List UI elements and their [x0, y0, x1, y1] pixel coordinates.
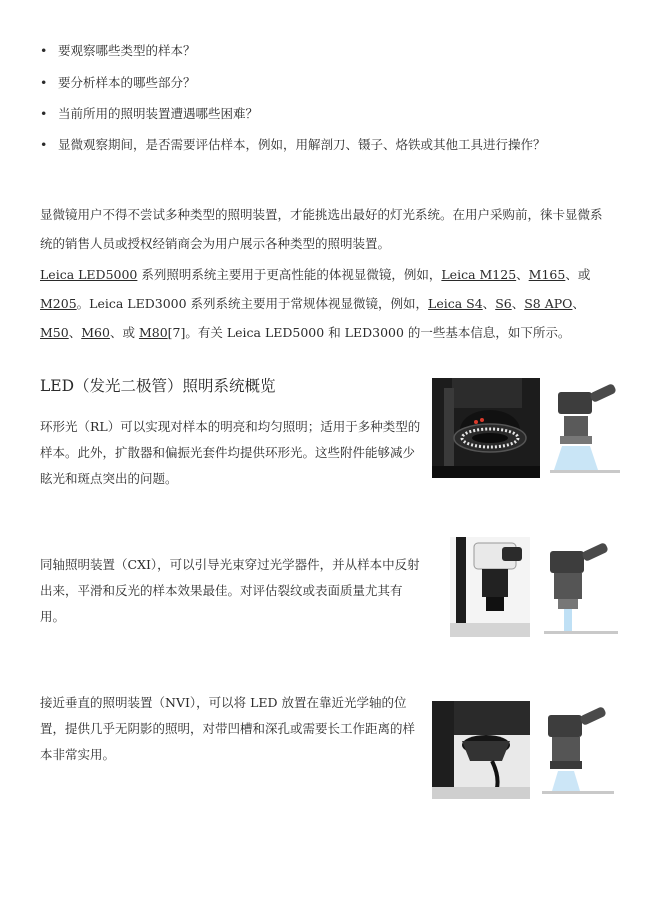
- bullet-dot: •: [40, 106, 48, 121]
- coaxial-light-photo: [450, 537, 530, 637]
- coaxial-light-text: 同轴照明装置（CXI），可以引导光束穿过光学器件，并从样本中反射出来，平滑和反光的样本效果最佳。对评估裂纹或表面质量尤其有用。: [40, 557, 420, 624]
- link-m205[interactable]: M205: [40, 296, 77, 311]
- ring-light-text: 环形光（RL）可以实现对样本的明亮和均匀照明；适用于多种类型的样本。此外，扩散器和偏振光套件均提供环形光。这些附件能够减少眩光和斑点突出的问题。: [40, 419, 421, 486]
- link-m80[interactable]: M80: [138, 325, 168, 340]
- link-led5000[interactable]: Leica LED5000: [40, 267, 138, 282]
- bullet-item-1: • 要观察哪些类型的样本？: [40, 43, 196, 58]
- link-s8apo[interactable]: S8 APO: [524, 296, 573, 311]
- bullet-item-4: • 显微观察期间，是否需要评估样本，例如，用解剖刀、镊子、烙铁或其他工具进行操作？: [40, 137, 546, 152]
- link-m125[interactable]: Leica M125: [441, 267, 517, 282]
- bullet-item-2: • 要分析样本的哪些部分？: [40, 75, 196, 90]
- link-m60[interactable]: M60: [81, 325, 110, 340]
- near-vertical-light-photo: [432, 701, 530, 799]
- intro-paragraph: 显微镜用户不得不尝试多种类型的照明装置，才能挑选出最好的灯光系统。在用户采购前，徕卡显微系统的销售人员或授权经销商会为用户展示各种类型的照明装置。: [40, 207, 603, 251]
- link-m165[interactable]: M165: [528, 267, 566, 282]
- ring-light-photo: [432, 378, 540, 478]
- ring-light-diagram: [548, 378, 626, 478]
- link-s6[interactable]: S6: [495, 296, 512, 311]
- link-s4[interactable]: Leica S4: [428, 296, 483, 311]
- bullet-dot: •: [40, 75, 48, 90]
- bullet-dot: •: [40, 43, 48, 58]
- bullet-item-3: • 当前所用的照明装置遭遇哪些困难？: [40, 106, 259, 121]
- near-vertical-light-text: 接近垂直的照明装置（NVI），可以将 LED 放置在靠近光学轴的位置，提供几乎无阴影的照明，对带凹槽和深孔或需要长工作距离的样本非常实用。: [40, 695, 416, 762]
- coaxial-light-diagram: [542, 537, 622, 639]
- link-m50[interactable]: M50: [40, 325, 69, 340]
- section-title: LED（发光二极管）照明系统概览: [40, 377, 276, 395]
- product-paragraph: Leica LED5000 系列照明系统主要用于更高性能的体视显微镜，例如，Leica M125、M165、或M205。Leica LED3000 系列系统主要用于常规体视显微镜，例如，Leica S4、S6、S8 APO、M50、M60、或 M80[7]。有关 Leica LED5000 和 LED3000 的一些基本信息，如下所示。: [40, 267, 591, 340]
- bullet-dot: •: [40, 137, 48, 152]
- near-vertical-light-diagram: [540, 701, 618, 799]
